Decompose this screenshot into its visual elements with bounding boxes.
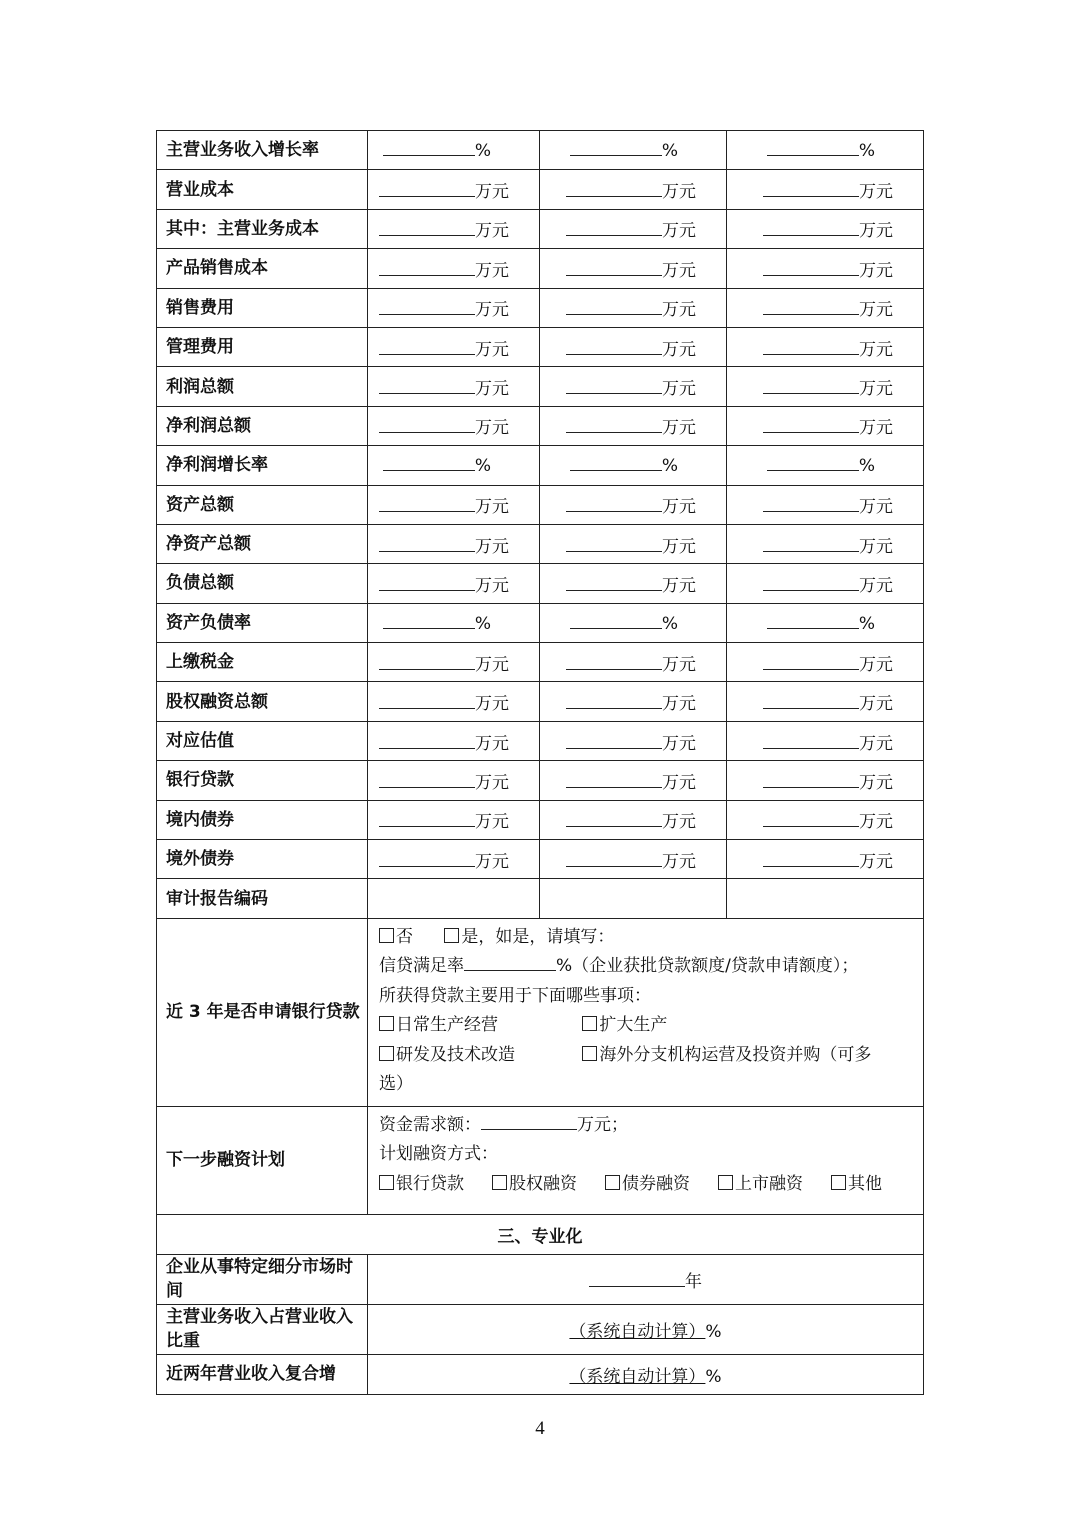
value-cell — [727, 209, 924, 248]
unit-label: 万元 — [859, 182, 893, 203]
value-cell — [368, 288, 540, 327]
fill-in-field[interactable] — [763, 850, 859, 867]
unit-label: 万元 — [662, 221, 696, 242]
unit-label: % — [474, 613, 491, 634]
spec-value-cell — [368, 1354, 924, 1394]
table-row — [157, 367, 924, 406]
table-row — [157, 131, 924, 170]
value-cell — [368, 327, 540, 366]
checkbox-yes[interactable] — [444, 928, 459, 943]
table-row — [157, 209, 924, 248]
value-cell — [540, 131, 727, 170]
value-cell — [540, 643, 727, 682]
value-cell — [727, 249, 924, 288]
table-row — [157, 327, 924, 366]
row-label: 其中：主营业务成本 — [157, 209, 368, 248]
fill-in-field[interactable] — [763, 259, 859, 276]
specialization-rows — [157, 1254, 924, 1394]
loan-label: 近 3 年是否申请银行贷款 — [157, 918, 368, 1106]
fill-in-field[interactable] — [589, 1270, 685, 1287]
row-label: 上缴税金 — [157, 643, 368, 682]
fill-in-field[interactable] — [566, 574, 662, 591]
value-cell — [540, 840, 727, 879]
spec-row — [157, 1254, 924, 1304]
value-cell — [727, 761, 924, 800]
value-cell — [368, 564, 540, 603]
credit-rate-label: 信贷满足率 — [379, 956, 464, 977]
unit-label: % — [858, 456, 875, 477]
value-cell — [368, 131, 540, 170]
table-row — [157, 485, 924, 524]
table-row — [157, 446, 924, 485]
table-row — [157, 170, 924, 209]
loan-row — [157, 918, 924, 1106]
value-cell — [540, 603, 727, 642]
amount-unit: 万元； — [577, 1114, 628, 1135]
fill-in-field[interactable] — [763, 416, 859, 433]
unit-label: 万元 — [662, 654, 696, 675]
fill-in-field[interactable] — [763, 219, 859, 236]
option-no: 否 — [396, 926, 413, 947]
value-cell — [540, 327, 727, 366]
unit-label: 年 — [685, 1271, 702, 1292]
option-expand: 扩大生产 — [599, 1015, 668, 1036]
unit-label: % — [474, 456, 491, 477]
value-cell — [727, 446, 924, 485]
unit-label: 万元 — [859, 654, 893, 675]
row-label: 管理费用 — [157, 327, 368, 366]
row-label: 境内债券 — [157, 800, 368, 839]
table-row — [157, 682, 924, 721]
spec-value-cell — [368, 1254, 924, 1304]
fill-in-field[interactable] — [566, 653, 662, 670]
row-label: 净利润增长率 — [157, 446, 368, 485]
row-label: 销售费用 — [157, 288, 368, 327]
unit-label: % — [661, 456, 678, 477]
checkbox-method[interactable] — [492, 1175, 507, 1190]
fill-in-field[interactable] — [379, 574, 475, 591]
method-option: 银行贷款 — [396, 1173, 464, 1194]
unit-label: % — [858, 613, 875, 634]
fill-in-field[interactable] — [379, 495, 475, 512]
table-row — [157, 643, 924, 682]
value-cell — [727, 406, 924, 445]
row-label: 资产总额 — [157, 485, 368, 524]
fill-in-field[interactable] — [379, 298, 475, 315]
credit-rate-note: %（企业获批贷款额度/贷款申请额度）； — [556, 956, 859, 977]
unit-label: 万元 — [475, 694, 509, 715]
option-daily: 日常生产经营 — [396, 1015, 498, 1036]
financial-form-table — [156, 130, 924, 1395]
value-cell — [727, 288, 924, 327]
unit-label: 万元 — [859, 851, 893, 872]
value-cell — [368, 721, 540, 760]
unit-label: % — [474, 141, 491, 162]
value-cell — [368, 446, 540, 485]
unit-label: 万元 — [662, 339, 696, 360]
unit-label: 万元 — [859, 497, 893, 518]
value-cell — [540, 485, 727, 524]
fill-in-field[interactable] — [763, 180, 859, 197]
method-option: 上市融资 — [735, 1173, 803, 1194]
method-option: 其他 — [848, 1173, 882, 1194]
spec-row — [157, 1354, 924, 1394]
spec-label: 企业从事特定细分市场时间 — [157, 1254, 368, 1304]
spec-label: 主营业务收入占营业收入比重 — [157, 1304, 368, 1354]
fill-in-field[interactable] — [763, 810, 859, 827]
fill-in-field[interactable] — [566, 850, 662, 867]
unit-label: % — [661, 613, 678, 634]
value-cell — [540, 367, 727, 406]
table-row — [157, 721, 924, 760]
unit-label: 万元 — [475, 260, 509, 281]
row-label: 对应估值 — [157, 721, 368, 760]
financing-content — [368, 1106, 924, 1214]
fill-in-field[interactable] — [763, 377, 859, 394]
fill-in-field[interactable] — [566, 298, 662, 315]
value-cell — [727, 367, 924, 406]
value-cell — [727, 721, 924, 760]
unit-label: 万元 — [859, 772, 893, 793]
unit-label: 万元 — [859, 694, 893, 715]
value-cell — [727, 170, 924, 209]
unit-label: 万元 — [662, 812, 696, 833]
unit-label: 万元 — [859, 418, 893, 439]
value-cell — [727, 800, 924, 839]
fill-in-field[interactable] — [767, 139, 859, 156]
value-cell — [727, 131, 924, 170]
fill-in-field[interactable] — [763, 574, 859, 591]
row-label: 主营业务收入增长率 — [157, 131, 368, 170]
loan-content — [368, 918, 924, 1106]
unit-label: 万元 — [662, 418, 696, 439]
value-cell — [540, 446, 727, 485]
fill-in-field[interactable] — [379, 338, 475, 355]
unit-label: 万元 — [859, 221, 893, 242]
fill-in-field[interactable] — [570, 612, 662, 629]
unit-label: % — [705, 1321, 722, 1342]
auto-calc-value: （系统自动计算） — [569, 1366, 706, 1387]
unit-label: % — [661, 141, 678, 162]
method-label: 计划融资方式： — [379, 1144, 498, 1165]
fill-in-field[interactable] — [379, 850, 475, 867]
unit-label: 万元 — [662, 536, 696, 557]
fill-in-field[interactable] — [763, 338, 859, 355]
fill-in-field[interactable] — [566, 535, 662, 552]
fill-in-field[interactable] — [383, 454, 475, 471]
unit-label: 万元 — [662, 182, 696, 203]
row-label: 净资产总额 — [157, 524, 368, 563]
row-label: 利润总额 — [157, 367, 368, 406]
checkbox-rd[interactable] — [379, 1046, 394, 1061]
fill-in-field[interactable] — [763, 495, 859, 512]
value-cell — [368, 761, 540, 800]
row-label: 营业成本 — [157, 170, 368, 209]
unit-label: 万元 — [475, 772, 509, 793]
table-row — [157, 603, 924, 642]
value-cell — [368, 406, 540, 445]
row-label: 产品销售成本 — [157, 249, 368, 288]
option-yes: 是，如是，请填写： — [461, 926, 615, 947]
fill-in-field[interactable] — [570, 139, 662, 156]
value-cell — [540, 564, 727, 603]
auto-calc-value: （系统自动计算） — [569, 1321, 706, 1342]
method-option: 债券融资 — [622, 1173, 690, 1194]
unit-label: 万元 — [662, 772, 696, 793]
unit-label: 万元 — [475, 379, 509, 400]
fill-in-field[interactable] — [566, 338, 662, 355]
unit-label: 万元 — [662, 260, 696, 281]
unit-label: 万元 — [859, 575, 893, 596]
unit-label: 万元 — [475, 812, 509, 833]
fill-in-field[interactable] — [379, 416, 475, 433]
value-cell — [727, 603, 924, 642]
unit-label: 万元 — [859, 733, 893, 754]
fill-in-field[interactable] — [383, 139, 475, 156]
fill-in-field[interactable] — [763, 692, 859, 709]
value-cell — [540, 761, 727, 800]
credit-rate-field[interactable] — [464, 954, 556, 971]
fill-in-field[interactable] — [379, 810, 475, 827]
value-cell — [727, 564, 924, 603]
row-label: 银行贷款 — [157, 761, 368, 800]
fill-in-field[interactable] — [566, 732, 662, 749]
checkbox-daily[interactable] — [379, 1016, 394, 1031]
unit-label: 万元 — [475, 733, 509, 754]
unit-label: 万元 — [662, 379, 696, 400]
fill-in-field[interactable] — [379, 692, 475, 709]
fill-in-field[interactable] — [566, 416, 662, 433]
unit-label: 万元 — [859, 260, 893, 281]
page-number: 4 — [535, 1418, 545, 1439]
checkbox-method[interactable] — [831, 1175, 846, 1190]
value-cell — [540, 209, 727, 248]
audit-field-1[interactable] — [368, 879, 540, 918]
fill-in-field[interactable] — [566, 495, 662, 512]
financing-row — [157, 1106, 924, 1214]
unit-label: % — [858, 141, 875, 162]
method-options — [379, 1170, 913, 1200]
value-cell — [540, 800, 727, 839]
unit-label: 万元 — [475, 497, 509, 518]
financing-label: 下一步融资计划 — [157, 1106, 368, 1214]
table-row — [157, 800, 924, 839]
unit-label: 万元 — [475, 654, 509, 675]
unit-label: 万元 — [859, 812, 893, 833]
fill-in-field[interactable] — [763, 298, 859, 315]
value-cell — [540, 406, 727, 445]
fill-in-field[interactable] — [566, 810, 662, 827]
unit-label: 万元 — [662, 694, 696, 715]
value-cell — [368, 682, 540, 721]
fill-in-field[interactable] — [566, 219, 662, 236]
unit-label: 万元 — [859, 379, 893, 400]
value-cell — [368, 209, 540, 248]
spec-row — [157, 1304, 924, 1354]
value-cell — [368, 840, 540, 879]
value-cell — [727, 327, 924, 366]
value-cell — [368, 524, 540, 563]
unit-label: 万元 — [475, 339, 509, 360]
value-cell — [727, 643, 924, 682]
fill-in-field[interactable] — [379, 219, 475, 236]
fill-in-field[interactable] — [570, 454, 662, 471]
checkbox-no[interactable] — [379, 928, 394, 943]
value-cell — [727, 682, 924, 721]
checkbox-method[interactable] — [605, 1175, 620, 1190]
fill-in-field[interactable] — [379, 771, 475, 788]
value-cell — [727, 840, 924, 879]
table-row — [157, 406, 924, 445]
fill-in-field[interactable] — [767, 612, 859, 629]
fill-in-field[interactable] — [379, 259, 475, 276]
row-label: 股权融资总额 — [157, 682, 368, 721]
fill-in-field[interactable] — [379, 653, 475, 670]
fill-in-field[interactable] — [379, 535, 475, 552]
fill-in-field[interactable] — [566, 259, 662, 276]
row-label: 净利润总额 — [157, 406, 368, 445]
row-label: 境外债券 — [157, 840, 368, 879]
fill-in-field[interactable] — [763, 732, 859, 749]
option-overseas-cont: 选） — [379, 1074, 413, 1095]
value-cell — [368, 170, 540, 209]
fill-in-field[interactable] — [763, 653, 859, 670]
unit-label: 万元 — [662, 733, 696, 754]
value-cell — [727, 485, 924, 524]
audit-label: 审计报告编码 — [157, 879, 368, 918]
table-row — [157, 840, 924, 879]
table-row — [157, 288, 924, 327]
table-row — [157, 524, 924, 563]
spec-label: 近两年营业收入复合增 — [157, 1354, 368, 1394]
unit-label: 万元 — [475, 182, 509, 203]
table-row — [157, 761, 924, 800]
amount-label: 资金需求额： — [379, 1114, 481, 1135]
unit-label: 万元 — [475, 300, 509, 321]
unit-label: 万元 — [662, 497, 696, 518]
fill-in-field[interactable] — [566, 377, 662, 394]
financial-rows — [157, 131, 924, 879]
value-cell — [727, 524, 924, 563]
value-cell — [540, 721, 727, 760]
section-title: 三、专业化 — [157, 1214, 924, 1254]
amount-field[interactable] — [481, 1113, 577, 1130]
fill-in-field[interactable] — [763, 535, 859, 552]
unit-label: 万元 — [475, 851, 509, 872]
row-label: 资产负债率 — [157, 603, 368, 642]
fill-in-field[interactable] — [763, 771, 859, 788]
value-cell — [368, 800, 540, 839]
checkbox-overseas[interactable] — [582, 1046, 597, 1061]
value-cell — [540, 524, 727, 563]
value-cell — [368, 485, 540, 524]
fill-in-field[interactable] — [383, 612, 475, 629]
value-cell — [540, 682, 727, 721]
checkbox-method[interactable] — [718, 1175, 733, 1190]
value-cell — [540, 170, 727, 209]
fill-in-field[interactable] — [767, 454, 859, 471]
unit-label: 万元 — [475, 536, 509, 557]
unit-label: 万元 — [662, 575, 696, 596]
unit-label: 万元 — [859, 300, 893, 321]
fill-in-field[interactable] — [379, 732, 475, 749]
value-cell — [368, 249, 540, 288]
unit-label: 万元 — [475, 418, 509, 439]
unit-label: 万元 — [475, 575, 509, 596]
section-row — [157, 1214, 924, 1254]
unit-label: 万元 — [859, 339, 893, 360]
audit-field-2[interactable] — [540, 879, 727, 918]
usage-question: 所获得贷款主要用于下面哪些事项： — [379, 985, 651, 1006]
value-cell — [368, 643, 540, 682]
fill-in-field[interactable] — [379, 377, 475, 394]
fill-in-field[interactable] — [566, 692, 662, 709]
checkbox-expand[interactable] — [582, 1016, 597, 1031]
audit-row — [157, 879, 924, 918]
table-row — [157, 564, 924, 603]
value-cell — [368, 603, 540, 642]
unit-label: % — [705, 1366, 722, 1387]
unit-label: 万元 — [662, 851, 696, 872]
table-row — [157, 249, 924, 288]
fill-in-field[interactable] — [379, 180, 475, 197]
row-label: 负债总额 — [157, 564, 368, 603]
spec-value-cell — [368, 1304, 924, 1354]
unit-label: 万元 — [859, 536, 893, 557]
value-cell — [368, 367, 540, 406]
option-overseas: 海外分支机构运营及投资并购（可多 — [599, 1044, 872, 1065]
audit-field-3[interactable] — [727, 879, 924, 918]
fill-in-field[interactable] — [566, 771, 662, 788]
unit-label: 万元 — [475, 221, 509, 242]
checkbox-method[interactable] — [379, 1175, 394, 1190]
method-option: 股权融资 — [509, 1173, 577, 1194]
fill-in-field[interactable] — [566, 180, 662, 197]
value-cell — [540, 249, 727, 288]
unit-label: 万元 — [662, 300, 696, 321]
value-cell — [540, 288, 727, 327]
option-rd: 研发及技术改造 — [396, 1044, 515, 1065]
